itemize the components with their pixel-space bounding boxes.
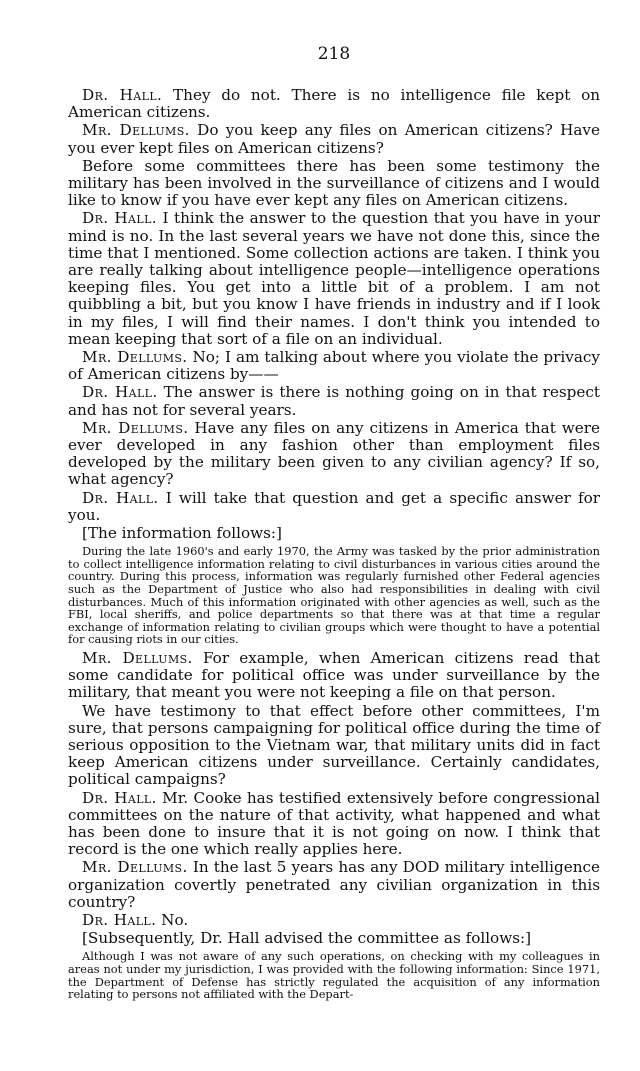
paragraph-text: No.: [156, 911, 189, 930]
page-number: 218: [317, 44, 351, 64]
speaker-name: Mr. Dellums.: [82, 418, 189, 437]
speaker-name: Mr. Dellums.: [82, 121, 190, 140]
speaker-name: Dr. Hall.: [82, 911, 157, 930]
paragraph-text: I think the answer to the question that you have in your mind is no. In the last several years we have not done this, since the time that I mentioned. Some collection actions are taken. I think you are really talking about intelligence people—intelligence operations keeping files. You get into a little bit of a problem. I am not quibbling a bit, but you know I have friends in industry and if I look in my files, I will find their names. I don't think you intended to mean keeping that sort of a file on an individual.: [68, 209, 601, 348]
speaker-name: Dr. Hall.: [82, 383, 158, 402]
paragraph-text: They do not. There is no intelligence file kept on American citizens.: [68, 86, 601, 122]
paragraph-text: The answer is there is nothing going on in that respect and has not for several years.: [68, 383, 600, 419]
speaker-name: Mr. Dellums.: [82, 858, 188, 877]
paragraph-text: In the last 5 years has any DOD military intelligence organization covertly penetrated any civilian organization in this country?: [68, 858, 601, 911]
paragraph-text: [The information follows:]: [82, 524, 282, 543]
speaker-name: Dr. Hall.: [82, 86, 163, 104]
paragraph: [68, 912, 600, 929]
paragraph-text: We have testimony to that effect before other committees, I'm sure, that persons campaigning for political office during the time of serious opposition to the Vietnam war, that military units did in fact keep American citizens under surveillance. Certainly candidates, political campaigns?: [68, 701, 600, 789]
paragraph: [68, 859, 600, 911]
speaker-name: Dr. Hall.: [82, 488, 159, 507]
paragraph: [68, 158, 600, 210]
paragraph-text: For example, when American citizens read that some candidate for political office was under surveillance by the military, that meant you were not keeping a file on that person.: [68, 649, 600, 702]
bracket-note: [68, 930, 600, 947]
speaker-name: Dr. Hall.: [82, 209, 158, 228]
inserted-statement: During the late 1960's and early 1970, the Army was tasked by the prior administration to collect intelligence information relating to civil disturbances in various cities around the country. During this process, information was regularly furnished other Federal agencies such as the Department of Justice who also had responsibilities in dealing with civil disturbances. Much of this information originated with other agencies as well, such as the FBI, local sheriffs, and police departments so that there was at that time a regular exchange of information relating to civilian groups which were thought to have a potential for causing riots in our cities.: [68, 544, 600, 647]
paragraph-text: Have any files on any citizens in America that were ever developed in any fashion other than employment files developed by the military been given to any civilian agency? If so, what agency?: [68, 418, 600, 489]
paragraph: [68, 790, 600, 859]
paragraph: [68, 210, 600, 348]
speaker-name: Dr. Hall.: [82, 788, 157, 807]
paragraph: [68, 650, 600, 702]
inserted-statement: Although I was not aware of any such operations, on checking with my colleagues in areas not under my jurisdiction, I was provided with the following information: Since 1971, the Department of Defense has strictly regulated the acquisition of any information relating to persons not affiliated with the Depart-: [68, 949, 600, 1002]
paragraph: [68, 349, 600, 383]
paragraph: [68, 703, 600, 789]
paragraph-text: No; I am talking about where you violate the privacy of American citizens by——: [68, 348, 600, 384]
speaker-name: Mr. Dellums.: [82, 649, 193, 668]
bracket-note: [68, 525, 600, 542]
paragraph: [68, 420, 600, 489]
paragraph: [68, 87, 600, 121]
paragraph: [68, 384, 600, 418]
paragraph: [68, 490, 600, 524]
paragraph-text: Before some committees there has been some testimony the military has been involved in the surveillance of citizens and I would like to know if you have ever kept any files on American citizens.: [68, 156, 600, 210]
paragraph-text: Do you keep any files on American citizens? Have you ever kept files on American citizens?: [68, 121, 600, 157]
paragraph: [68, 122, 600, 156]
paragraph-text: Mr. Cooke has testified extensively before congressional committees on the nature of that activity, what happened and what has been done to insure that it is not going on now. I think that record is the one which really applies here.: [68, 788, 600, 859]
paragraph-text: I will take that question and get a specific answer for you.: [68, 488, 600, 524]
speaker-name: Mr. Dellums.: [82, 348, 188, 367]
paragraph-text: [Subsequently, Dr. Hall advised the committee as follows:]: [82, 929, 532, 948]
